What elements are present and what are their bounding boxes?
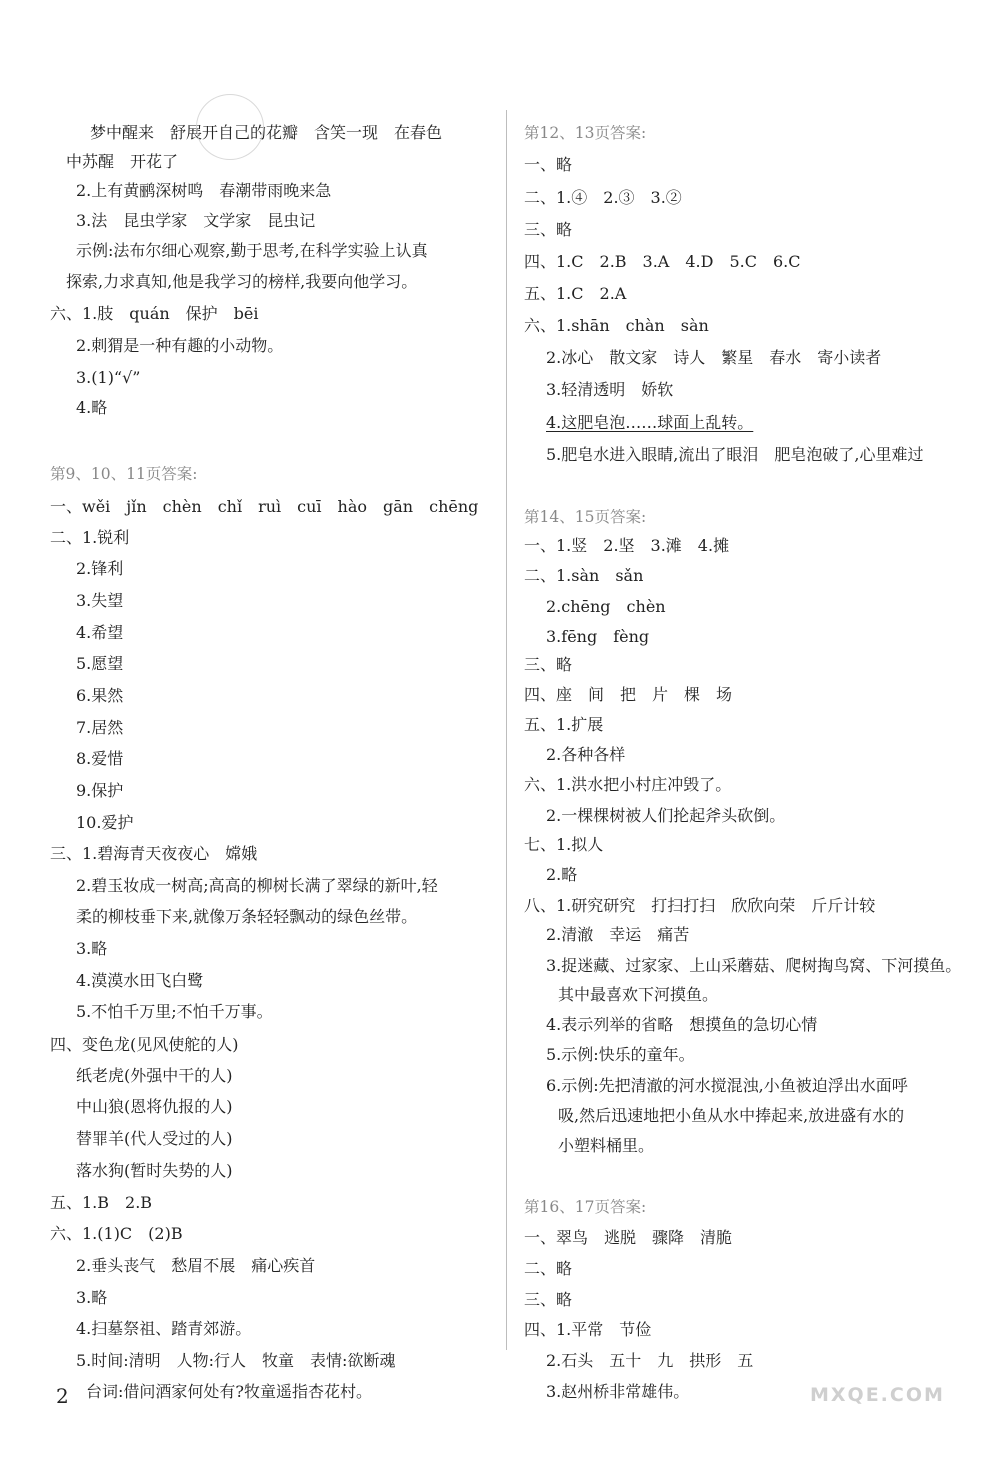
answer-line: 中苏醒 开花了 <box>66 152 179 171</box>
answer-line: 5.肥皂水进入眼睛,流出了眼泪 肥皂泡破了,心里难过 <box>546 445 924 464</box>
answer-line: 3.捉迷藏、过家家、上山采蘑菇、爬树掏鸟窝、下河摸鱼。 <box>546 956 962 975</box>
answer-line: 8.爱惜 <box>76 749 124 768</box>
answer-line: 替罪羊(代人受过的人) <box>76 1129 233 1148</box>
answer-line: 五、1.扩展 <box>524 715 604 734</box>
answer-line: 2.冰心 散文家 诗人 繁星 春水 寄小读者 <box>546 348 882 367</box>
answer-line: 六、1.肢 quán 保护 bēi <box>50 304 259 323</box>
stamp-logo <box>196 94 264 160</box>
answer-line: 5.示例:快乐的童年。 <box>546 1045 695 1064</box>
answer-line: 3.轻清透明 娇软 <box>546 380 674 399</box>
answer-line: 中山狼(恩将仇报的人) <box>76 1097 233 1116</box>
answer-line: 4.这肥皂泡……球面上乱转。 <box>546 413 754 432</box>
answer-line: 2.刺猬是一种有趣的小动物。 <box>76 336 284 355</box>
answer-line: 三、略 <box>524 220 573 239</box>
answer-line: 3.略 <box>76 1288 108 1307</box>
answer-line: 示例:法布尔细心观察,勤于思考,在科学实验上认真 <box>76 241 428 260</box>
section-header: 第14、15页答案: <box>524 508 647 526</box>
answer-line: 四、1.平常 节俭 <box>524 1320 652 1339</box>
answer-line: 吸,然后迅速地把小鱼从水中捧起来,放进盛有水的 <box>558 1106 905 1125</box>
answer-line: 二、1.④ 2.③ 3.② <box>524 188 682 207</box>
answer-line: 4.略 <box>76 398 108 417</box>
page-number: 2 <box>56 1384 69 1408</box>
answer-line: 台词:借问酒家何处有?牧童遥指杏花村。 <box>86 1382 372 1401</box>
column-divider <box>506 110 507 1350</box>
answer-line: 2.略 <box>546 865 578 884</box>
answer-line: 5.愿望 <box>76 654 124 673</box>
answer-line: 二、1.锐利 <box>50 528 130 547</box>
answer-line: 2.一棵棵树被人们抡起斧头砍倒。 <box>546 806 786 825</box>
answer-line: 二、略 <box>524 1259 573 1278</box>
answer-line: 2.锋利 <box>76 559 124 578</box>
answer-line: 2.垂头丧气 愁眉不展 痛心疾首 <box>76 1256 316 1275</box>
answer-line: 七、1.拟人 <box>524 835 604 854</box>
answer-line: 一、翠鸟 逃脱 骤降 清脆 <box>524 1228 733 1247</box>
answer-line: 一、略 <box>524 155 573 174</box>
answer-line: 3.(1)“√” <box>76 368 141 387</box>
answer-line: 六、1.(1)C (2)B <box>50 1224 183 1243</box>
answer-line: 6.示例:先把清澈的河水搅混浊,小鱼被迫浮出水面呼 <box>546 1076 908 1095</box>
answer-line: 五、1.C 2.A <box>524 284 627 303</box>
answer-line: 5.时间:清明 人物:行人 牧童 表情:欲断魂 <box>76 1351 396 1370</box>
section-header: 第12、13页答案: <box>524 124 647 142</box>
answer-line: 7.居然 <box>76 718 124 737</box>
watermark-text: MXQE.COM <box>810 1384 945 1406</box>
answer-line: 六、1.洪水把小村庄冲毁了。 <box>524 775 732 794</box>
answer-line: 六、1.shān chàn sàn <box>524 316 709 335</box>
answer-line: 二、1.sàn sǎn <box>524 566 644 585</box>
answer-line: 5.不怕千万里;不怕千万事。 <box>76 1002 273 1021</box>
answer-line: 6.果然 <box>76 686 124 705</box>
answer-line: 其中最喜欢下河摸鱼。 <box>558 985 719 1004</box>
answer-line: 2.碧玉妆成一树高;高高的柳树长满了翠绿的新叶,轻 <box>76 876 438 895</box>
answer-line: 一、1.竖 2.坚 3.滩 4.摊 <box>524 536 730 555</box>
answer-line: 柔的柳枝垂下来,就像万条轻轻飘动的绿色丝带。 <box>76 907 418 926</box>
answer-line: 3.fēng fèng <box>546 627 650 646</box>
answer-line: 3.失望 <box>76 591 124 610</box>
answer-line: 一、wěi jǐn chèn chǐ ruì cuī hào gān chēng <box>50 497 479 516</box>
answer-line: 4.表示列举的省略 想摸鱼的急切心情 <box>546 1015 818 1034</box>
answer-line: 2.chēng chèn <box>546 597 666 616</box>
answer-line: 五、1.B 2.B <box>50 1193 153 1212</box>
section-header: 第16、17页答案: <box>524 1198 647 1216</box>
answer-line: 10.爱护 <box>76 813 134 832</box>
answer-line: 9.保护 <box>76 781 124 800</box>
answer-line: 3.赵州桥非常雄伟。 <box>546 1382 690 1401</box>
answer-line: 2.石头 五十 九 拱形 五 <box>546 1351 754 1370</box>
answer-line: 纸老虎(外强中干的人) <box>76 1066 233 1085</box>
answer-line: 小塑料桶里。 <box>558 1136 655 1155</box>
answer-line: 2.上有黄鹂深树鸣 春潮带雨晚来急 <box>76 181 332 200</box>
answer-line: 4.希望 <box>76 623 124 642</box>
answer-line: 4.漠漠水田飞白鹭 <box>76 971 204 990</box>
answer-line: 2.各种各样 <box>546 745 626 764</box>
answer-line: 3.法 昆虫学家 文学家 昆虫记 <box>76 211 316 230</box>
answer-line: 三、1.碧海青天夜夜心 嫦娥 <box>50 844 258 863</box>
answer-line: 3.略 <box>76 939 108 958</box>
answer-line: 2.清澈 幸运 痛苦 <box>546 925 690 944</box>
section-header: 第9、10、11页答案: <box>50 465 198 483</box>
answer-line: 探索,力求真知,他是我学习的榜样,我要向他学习。 <box>66 272 418 291</box>
answer-line: 四、座 间 把 片 棵 场 <box>524 685 733 704</box>
answer-line: 落水狗(暂时失势的人) <box>76 1161 233 1180</box>
answer-line: 四、变色龙(见风使舵的人) <box>50 1035 239 1054</box>
answer-line: 4.扫墓祭祖、踏青郊游。 <box>76 1319 252 1338</box>
answer-line: 八、1.研究研究 打扫打扫 欣欣向荣 斤斤计较 <box>524 896 876 915</box>
answer-line: 四、1.C 2.B 3.A 4.D 5.C 6.C <box>524 252 801 271</box>
answer-line: 三、略 <box>524 655 573 674</box>
answer-line: 梦中醒来 舒展开自己的花瓣 含笑一现 在春色 <box>90 123 443 142</box>
answer-line: 三、略 <box>524 1290 573 1309</box>
